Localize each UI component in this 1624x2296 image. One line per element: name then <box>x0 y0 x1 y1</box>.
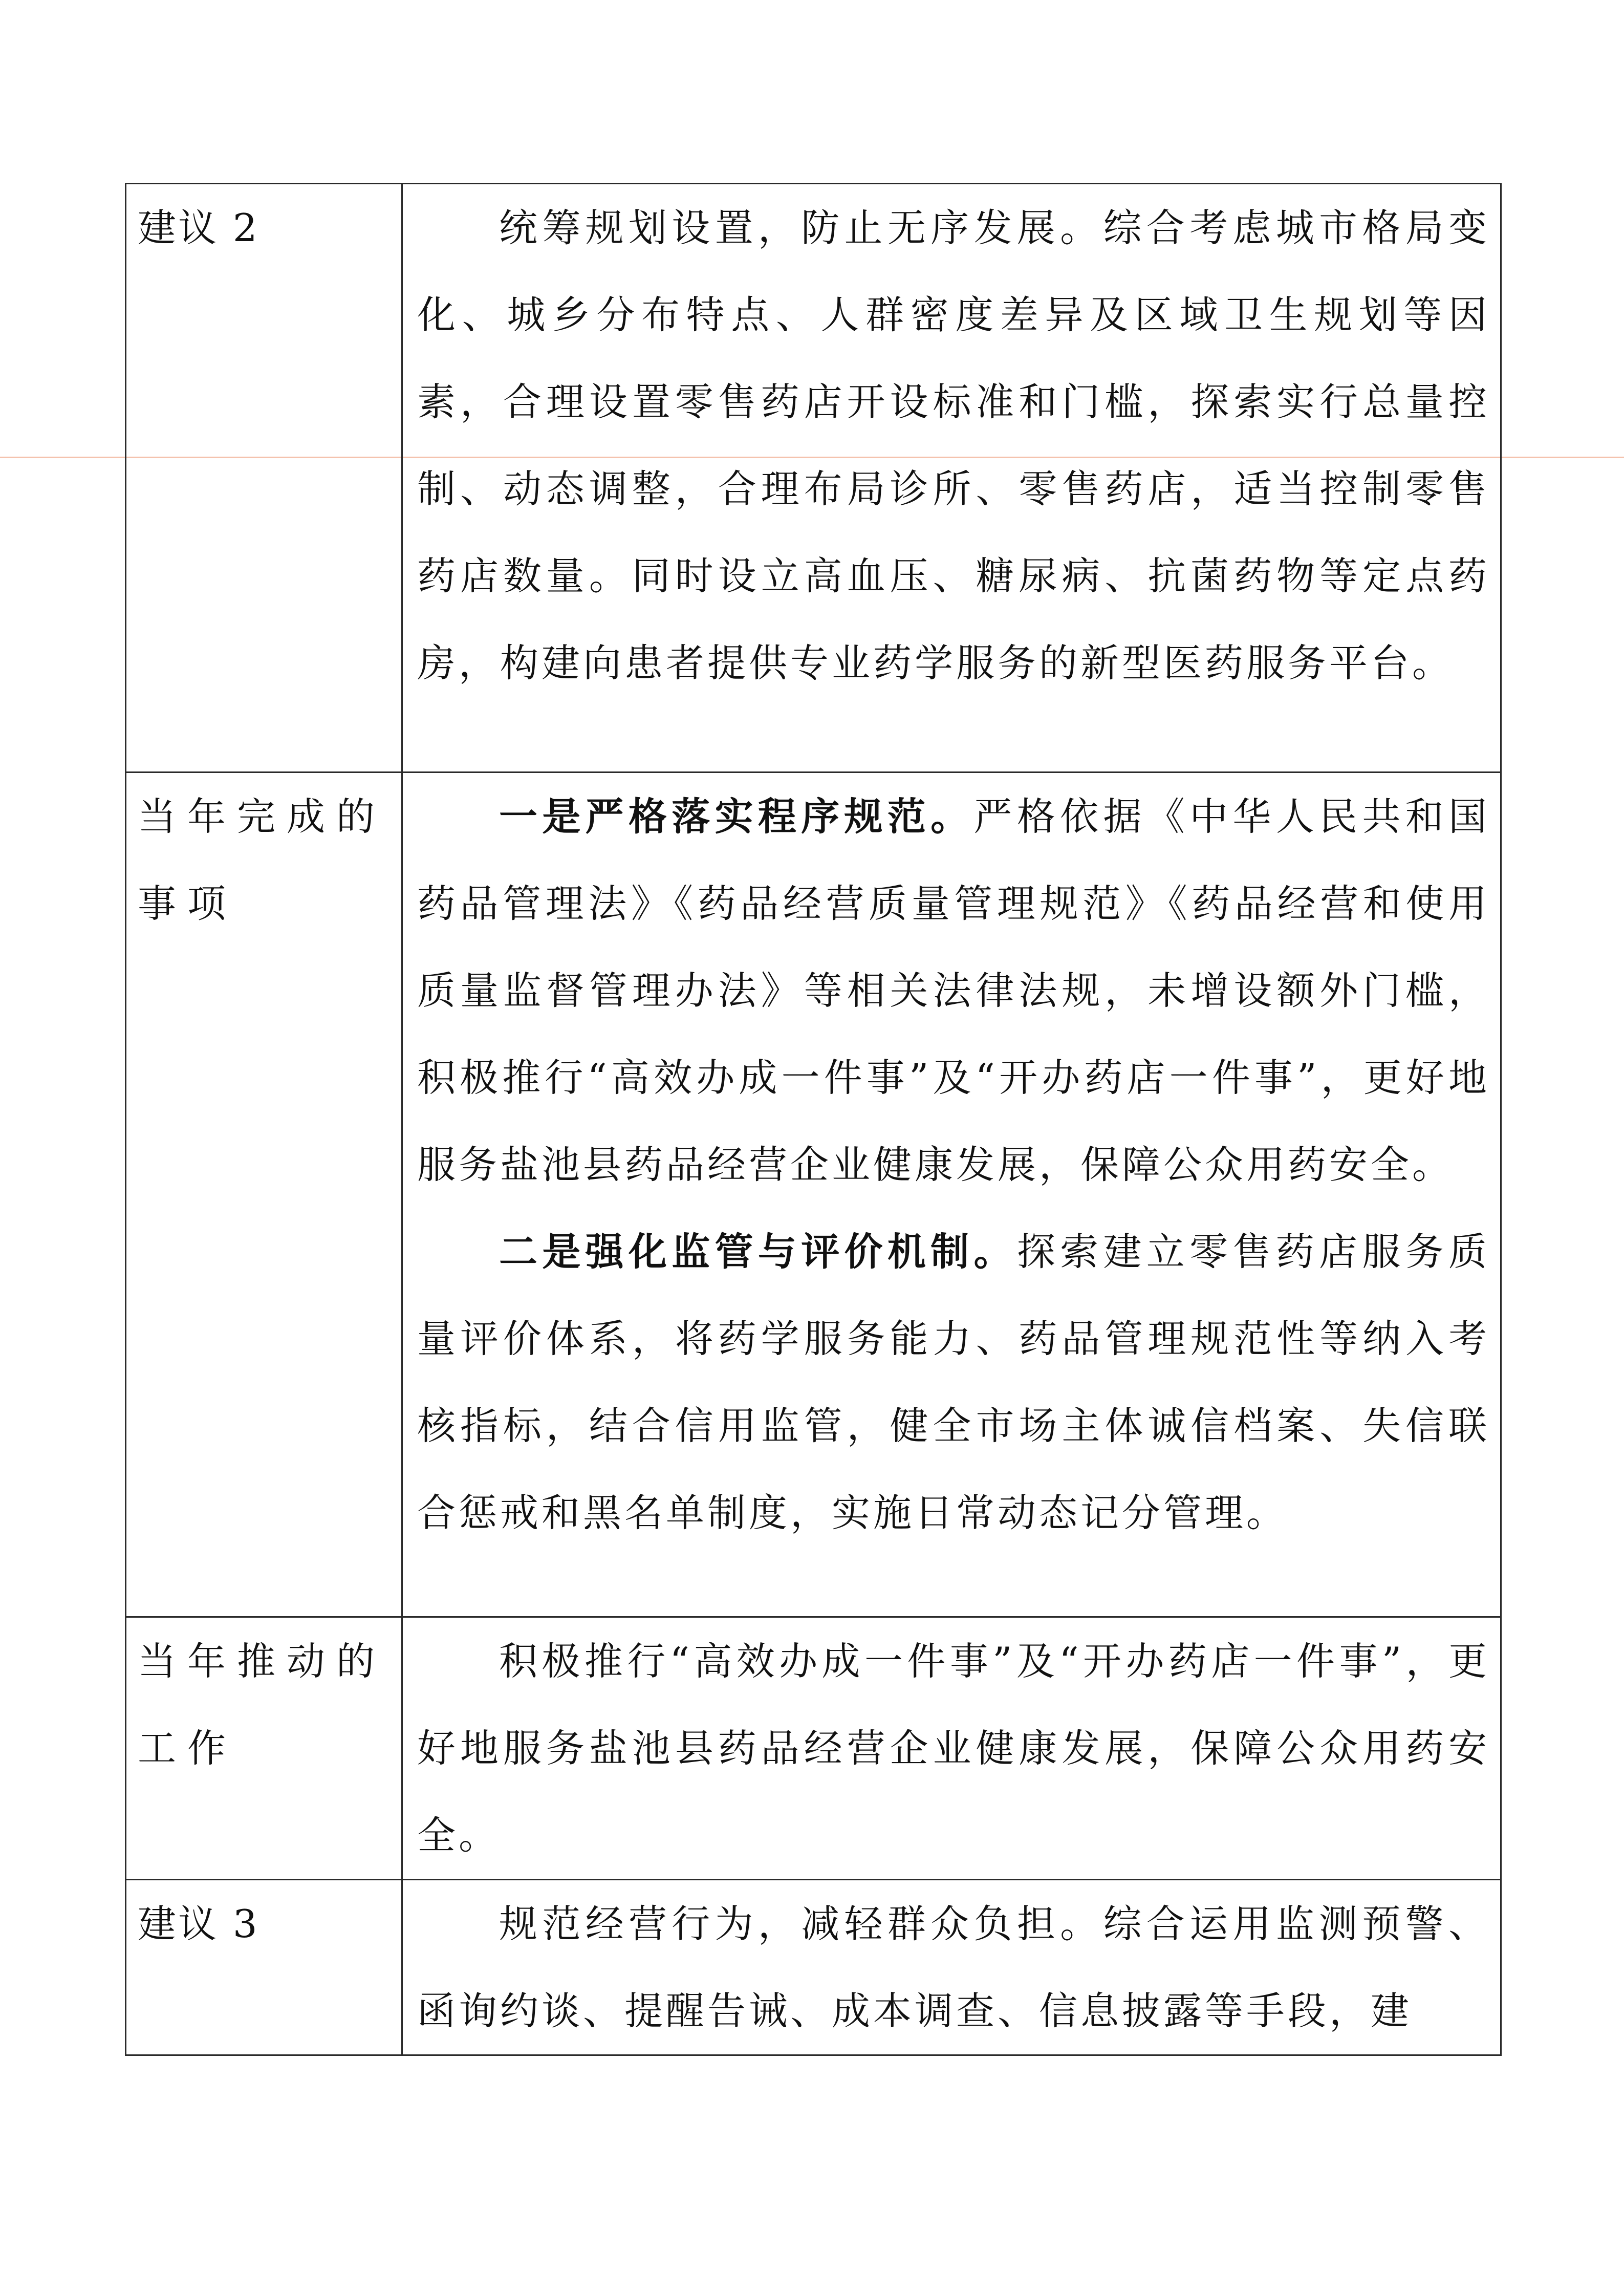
content-paragraph <box>417 773 1490 1208</box>
table-row <box>126 773 1501 1617</box>
content-paragraph <box>417 1618 1490 1879</box>
paragraph-text: 严格依据《中华人民共和国药品管理法》《药品经营质量管理规范》《药品经营和使用质量监督管理办法》等相关法律法规，未增设额外门槛，积极推行“高效办成一件事”及“开办药店一件事”，更好地服务盐池县药品经营企业健康发展，保障公众用药安全。 <box>417 794 1490 1187</box>
content-paragraph <box>417 184 1490 706</box>
paragraph-lead: 二是强化监管与评价机制。 <box>499 1229 1017 1274</box>
content-paragraph <box>417 1880 1490 2054</box>
row-content <box>402 1880 1501 2055</box>
content-paragraph <box>417 1208 1490 1556</box>
row-label-text: 当年推动的工作 <box>138 1639 386 1771</box>
paragraph-text: 统筹规划设置，防止无序发展。综合考虑城市格局变化、城乡分布特点、人群密度差异及区域卫生规划等因素，合理设置零售药店开设标准和门槛，探索实行总量控制、动态调整，合理布局诊所、零售药店，适当控制零售药店数量。同时设立高血压、糖尿病、抗菌药物等定点药房，构建向患者提供专业药学服务的新型医药服务平台。 <box>417 205 1490 685</box>
row-label-text: 当年完成的事项 <box>138 794 386 926</box>
row-label-text: 建议 3 <box>138 1901 259 1946</box>
row-label <box>126 773 402 1617</box>
row-label <box>126 1880 402 2055</box>
table-row <box>126 184 1501 773</box>
row-label <box>126 1617 402 1880</box>
proposal-table <box>125 183 1502 2056</box>
paragraph-text: 规范经营行为，减轻群众负担。综合运用监测预警、函询约谈、提醒告诫、成本调查、信息披露等手段，建 <box>417 1901 1490 2033</box>
paragraph-lead: 一是严格落实程序规范。 <box>499 794 974 839</box>
table-row <box>126 1617 1501 1880</box>
row-content <box>402 184 1501 773</box>
row-label <box>126 184 402 773</box>
paragraph-text: 探索建立零售药店服务质量评价体系，将药学服务能力、药品管理规范性等纳入考核指标，结合信用监管，健全市场主体诚信档案、失信联合惩戒和黑名单制度，实施日常动态记分管理。 <box>417 1229 1490 1535</box>
row-label-text: 建议 2 <box>138 205 259 250</box>
row-content <box>402 773 1501 1617</box>
paragraph-text: 积极推行“高效办成一件事”及“开办药店一件事”，更好地服务盐池县药品经营企业健康发展，保障公众用药安全。 <box>417 1639 1490 1858</box>
table-row <box>126 1880 1501 2055</box>
row-content <box>402 1617 1501 1880</box>
